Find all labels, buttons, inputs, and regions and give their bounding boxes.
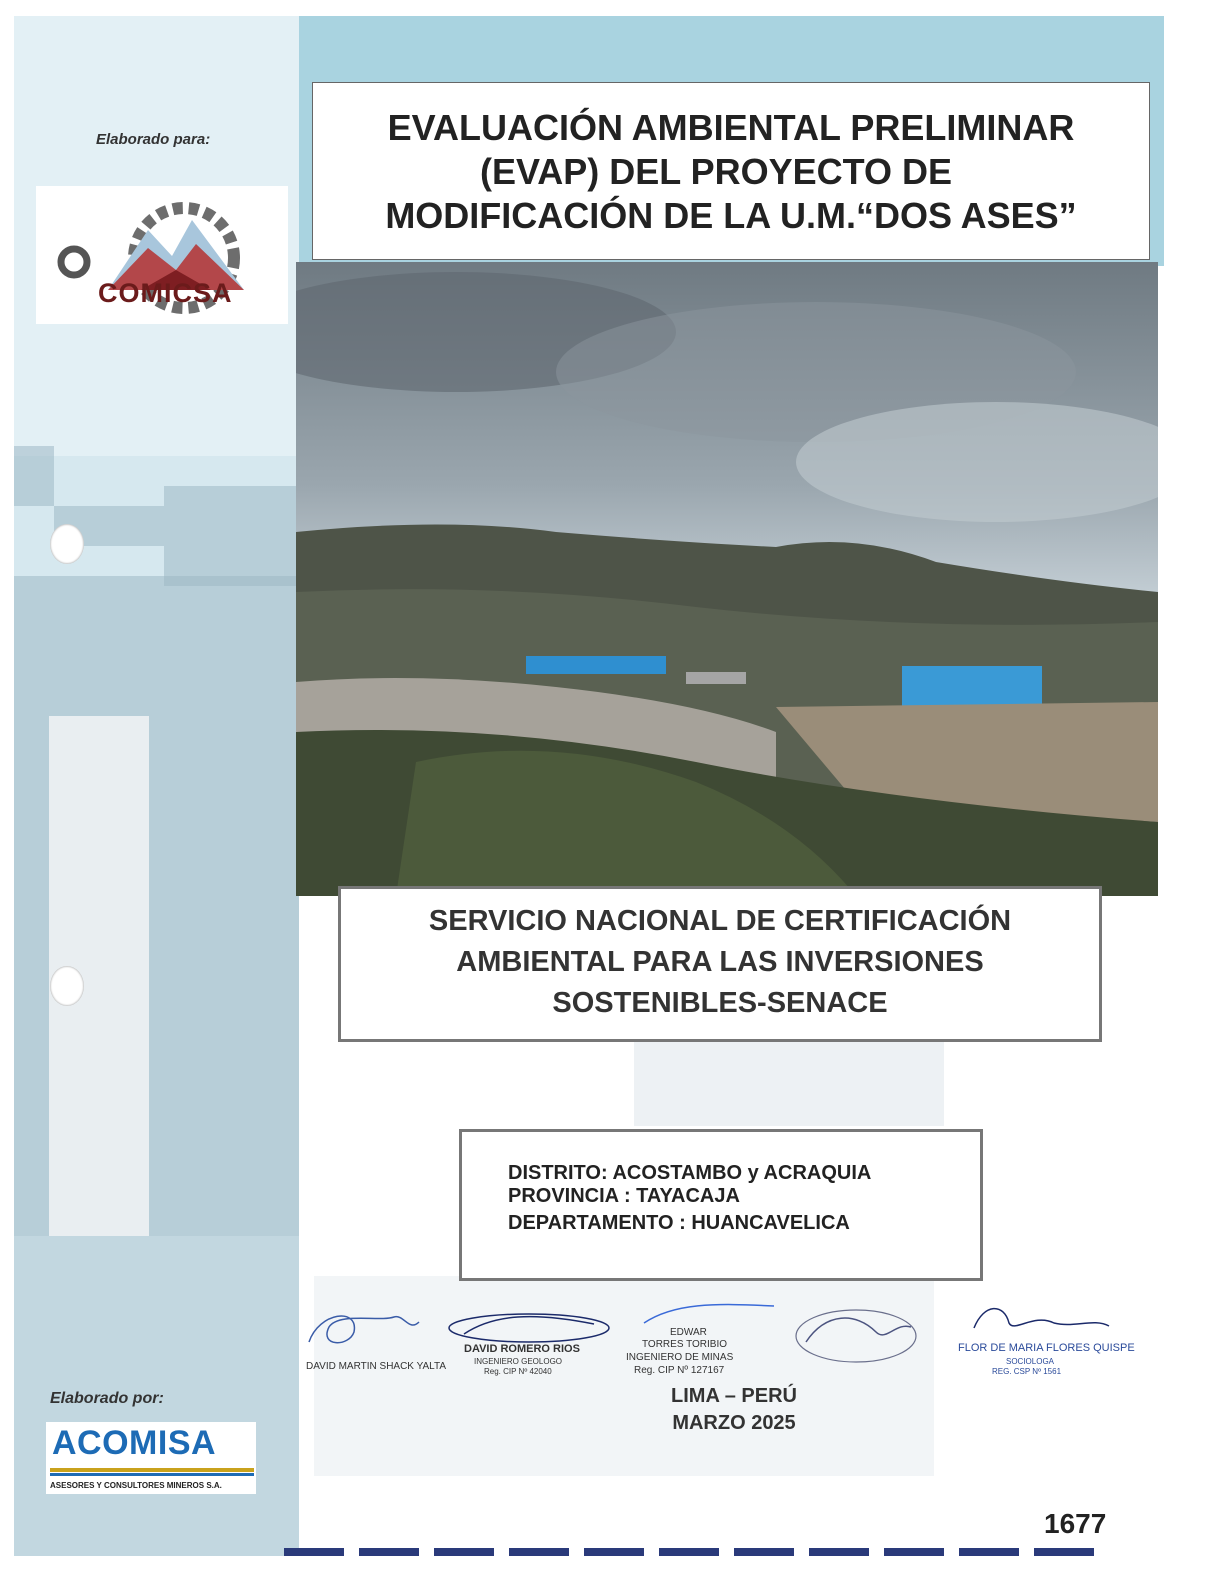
site-photo — [296, 262, 1158, 896]
acomisa-logo — [46, 1422, 256, 1494]
date-label: MARZO 2025 — [672, 1412, 796, 1434]
city-label: LIMA – PERÚ — [671, 1385, 797, 1407]
bottom-scan-marks — [284, 1546, 1154, 1556]
gear-watermark — [164, 486, 299, 586]
signature-reg-3: Reg. CIP Nº 127167 — [634, 1365, 725, 1376]
punch-hole — [50, 524, 84, 564]
title-line-1: EVALUACIÓN AMBIENTAL PRELIMINAR — [387, 107, 1075, 148]
location-box — [459, 1129, 983, 1281]
signature-title-2: INGENIERO GEOLOGO — [474, 1357, 563, 1366]
acomisa-gold-bar — [50, 1468, 254, 1472]
page-number: 1677 — [1044, 1508, 1107, 1539]
acomisa-tagline: ASESORES Y CONSULTORES MINEROS S.A. — [50, 1481, 222, 1490]
signature-name-4: FLOR DE MARIA FLORES QUISPE — [958, 1342, 1135, 1354]
acomisa-blue-bar — [50, 1473, 254, 1476]
signature-reg-4: REG. CSP Nº 1561 — [992, 1367, 1062, 1376]
authority-line-3: SOSTENIBLES-SENACE — [552, 987, 888, 1019]
gear-watermark — [14, 446, 54, 506]
authority-box — [338, 886, 1102, 1042]
department-label: DEPARTAMENTO : HUANCAVELICA — [508, 1212, 850, 1234]
gear-watermark — [14, 716, 49, 1236]
comicsa-wordmark: COMICSA — [98, 278, 233, 308]
title-box — [312, 82, 1150, 260]
prepared-for-label: Elaborado para: — [96, 131, 211, 148]
prepared-by-label: Elaborado por: — [50, 1390, 164, 1407]
signature-title-3: INGENIERO DE MINAS — [626, 1352, 734, 1363]
authority-line-2: AMBIENTAL PARA LAS INVERSIONES — [456, 946, 984, 978]
signature-title-4: SOCIOLOGA — [1006, 1357, 1055, 1366]
signature-icon — [634, 1298, 784, 1328]
gear-watermark — [149, 716, 299, 1236]
cover-page — [14, 16, 1164, 1556]
signature-name-3b: TORRES TORIBIO — [642, 1339, 728, 1350]
authority-line-1: SERVICIO NACIONAL DE CERTIFICACIÓN — [428, 905, 1012, 937]
landscape-illustration — [296, 262, 1158, 896]
title-line-2: (EVAP) DEL PROYECTO DE — [479, 151, 953, 192]
district-label: DISTRITO: ACOSTAMBO y ACRAQUIA — [508, 1162, 872, 1184]
comicsa-logo — [36, 186, 288, 324]
signature-name-2: DAVID ROMERO RIOS — [464, 1343, 580, 1355]
province-label: PROVINCIA : TAYACAJA — [508, 1185, 740, 1207]
punch-hole — [50, 966, 84, 1006]
gear-watermark-light — [634, 1036, 944, 1126]
signature-icon — [299, 1302, 429, 1352]
comicsa-tagline — [66, 314, 69, 321]
signature-reg-2: Reg. CIP Nº 42040 — [484, 1367, 552, 1376]
signature-icon — [786, 1302, 926, 1372]
acomisa-wordmark: ACOMISA — [52, 1424, 217, 1462]
signature-icon — [964, 1298, 1114, 1338]
signature-name-1: DAVID MARTIN SHACK YALTA — [306, 1361, 447, 1372]
title-line-3: MODIFICACIÓN DE LA U.M.“DOS ASES” — [385, 195, 1077, 236]
signature-name-3a: EDWAR — [670, 1327, 707, 1338]
gear-watermark — [14, 576, 299, 716]
